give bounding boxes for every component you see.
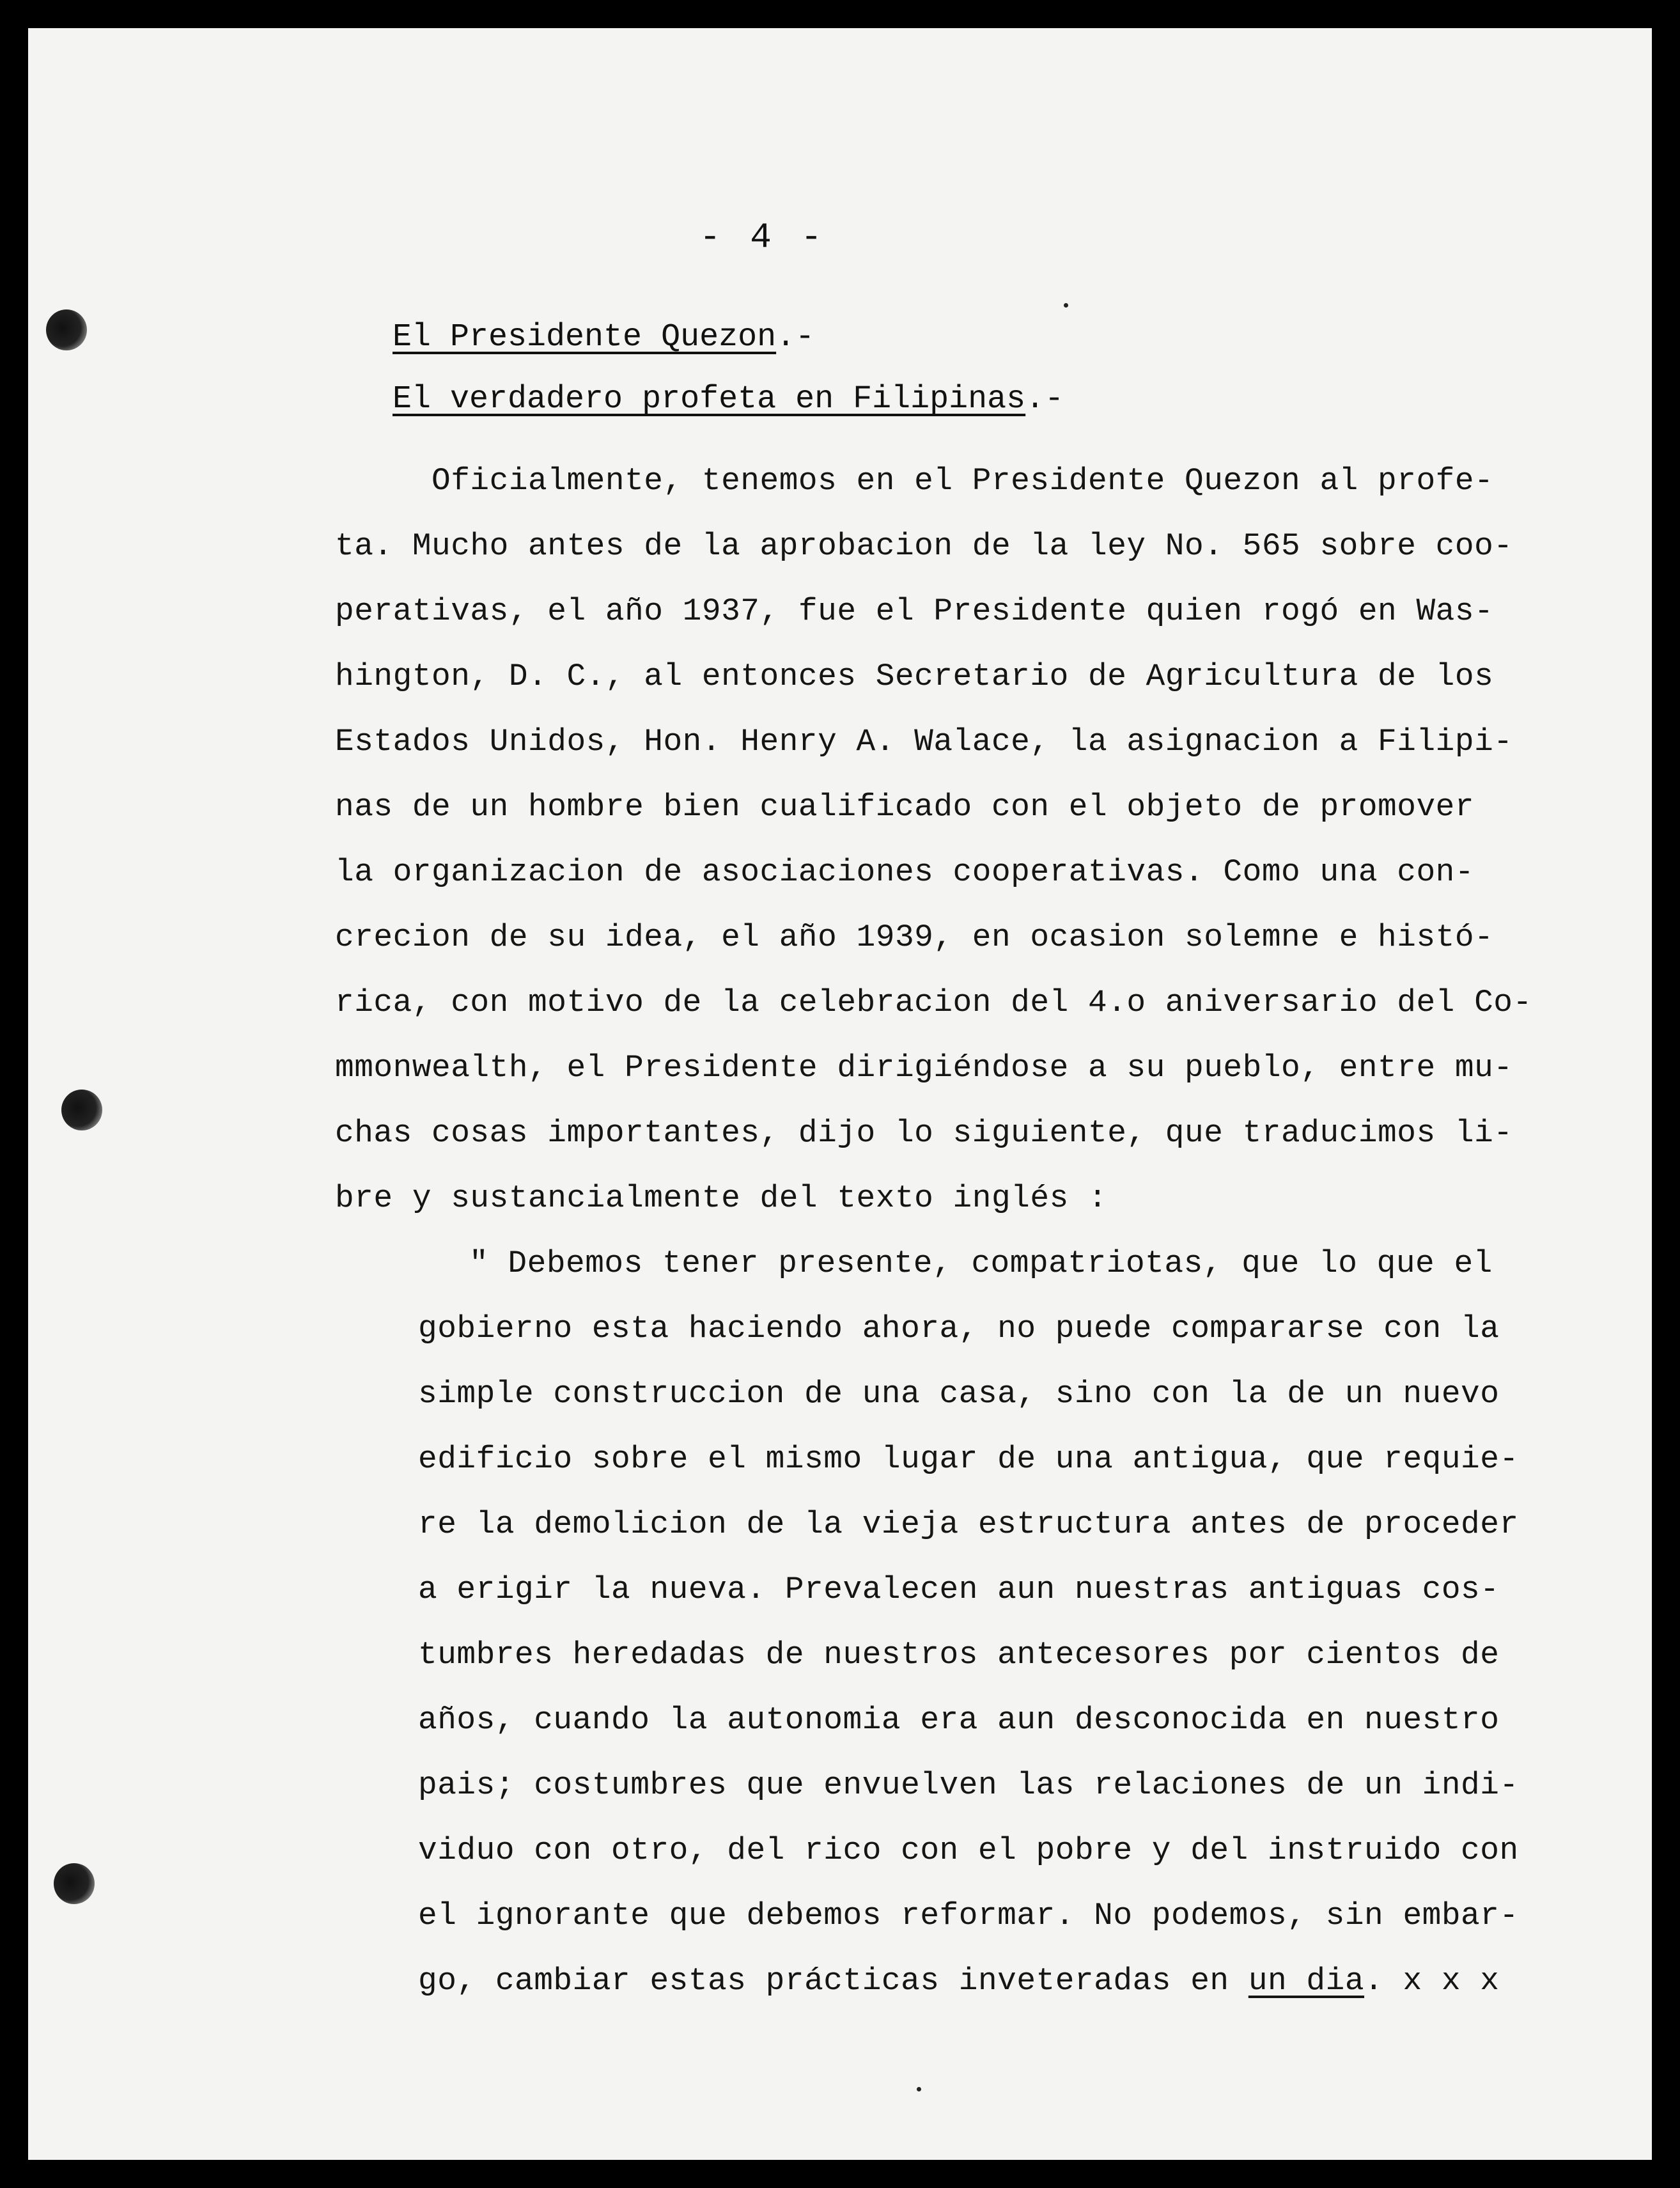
heading-president <box>393 319 814 356</box>
body-line: Oficialmente, tenemos en el Presidente Quezon al profe- <box>335 463 1494 499</box>
quote-line: tumbres heredadas de nuestros antecesores por cientos de <box>418 1637 1500 1673</box>
ink-speck <box>917 2087 921 2091</box>
heading-president-text: El Presidente Quezon <box>393 319 777 356</box>
quote-line-last <box>418 1963 1499 1999</box>
quote-last-underlined: un dia <box>1248 1963 1365 1999</box>
punch-hole-middle <box>61 1090 102 1130</box>
quote-line: años, cuando la autonomia era aun desconocida en nuestro <box>418 1702 1500 1738</box>
body-line: chas cosas importantes, dijo lo siguiente, que traducimos li- <box>335 1115 1513 1151</box>
ink-speck <box>1064 303 1068 308</box>
punch-hole-bottom <box>54 1863 95 1904</box>
quote-line: gobierno esta haciendo ahora, no puede compararse con la <box>418 1311 1500 1347</box>
heading-prophet-suffix: .- <box>1025 381 1064 418</box>
body-line: rica, con motivo de la celebracion del 4.o aniversario del Co- <box>335 985 1532 1020</box>
body-line: crecion de su idea, el año 1939, en ocasion solemne e histó- <box>335 919 1494 955</box>
document-page <box>28 28 1652 2160</box>
quote-line: edificio sobre el mismo lugar de una antigua, que requie- <box>418 1441 1519 1477</box>
body-line: Estados Unidos, Hon. Henry A. Walace, la asignacion a Filipi- <box>335 724 1513 760</box>
quote-line: viduo con otro, del rico con el pobre y del instruido con <box>418 1832 1519 1868</box>
quote-line: simple construccion de una casa, sino con la de un nuevo <box>418 1376 1500 1412</box>
heading-prophet-text: El verdadero profeta en Filipinas <box>393 381 1026 418</box>
heading-president-suffix: .- <box>776 319 815 356</box>
body-line: ta. Mucho antes de la aprobacion de la ley No. 565 sobre coo- <box>335 528 1513 564</box>
heading-prophet <box>393 381 1064 418</box>
punch-hole-top <box>46 309 87 350</box>
quote-line: el ignorante que debemos reformar. No podemos, sin embar- <box>418 1898 1519 1934</box>
quote-last-prefix: go, cambiar estas prácticas inveteradas en <box>418 1963 1248 1999</box>
body-line: mmonwealth, el Presidente dirigiéndose a su pueblo, entre mu- <box>335 1050 1513 1086</box>
quote-line: " Debemos tener presente, compatriotas, que lo que el <box>469 1246 1493 1281</box>
body-line: bre y sustancialmente del texto inglés : <box>335 1180 1108 1216</box>
body-line: perativas, el año 1937, fue el Presidente quien rogó en Was- <box>335 593 1494 629</box>
body-line: la organizacion de asociaciones cooperativas. Como una con- <box>335 854 1475 890</box>
page-number: - 4 - <box>699 217 827 258</box>
body-line: hington, D. C., al entonces Secretario de Agricultura de los <box>335 659 1494 694</box>
body-line: nas de un hombre bien cualificado con el objeto de promover <box>335 789 1475 825</box>
quote-line: re la demolicion de la vieja estructura antes de proceder <box>418 1506 1519 1542</box>
quote-last-suffix: . x x x <box>1364 1963 1500 1999</box>
quote-line: pais; costumbres que envuelven las relaciones de un indi- <box>418 1767 1519 1803</box>
quote-line: a erigir la nueva. Prevalecen aun nuestras antiguas cos- <box>418 1572 1500 1607</box>
